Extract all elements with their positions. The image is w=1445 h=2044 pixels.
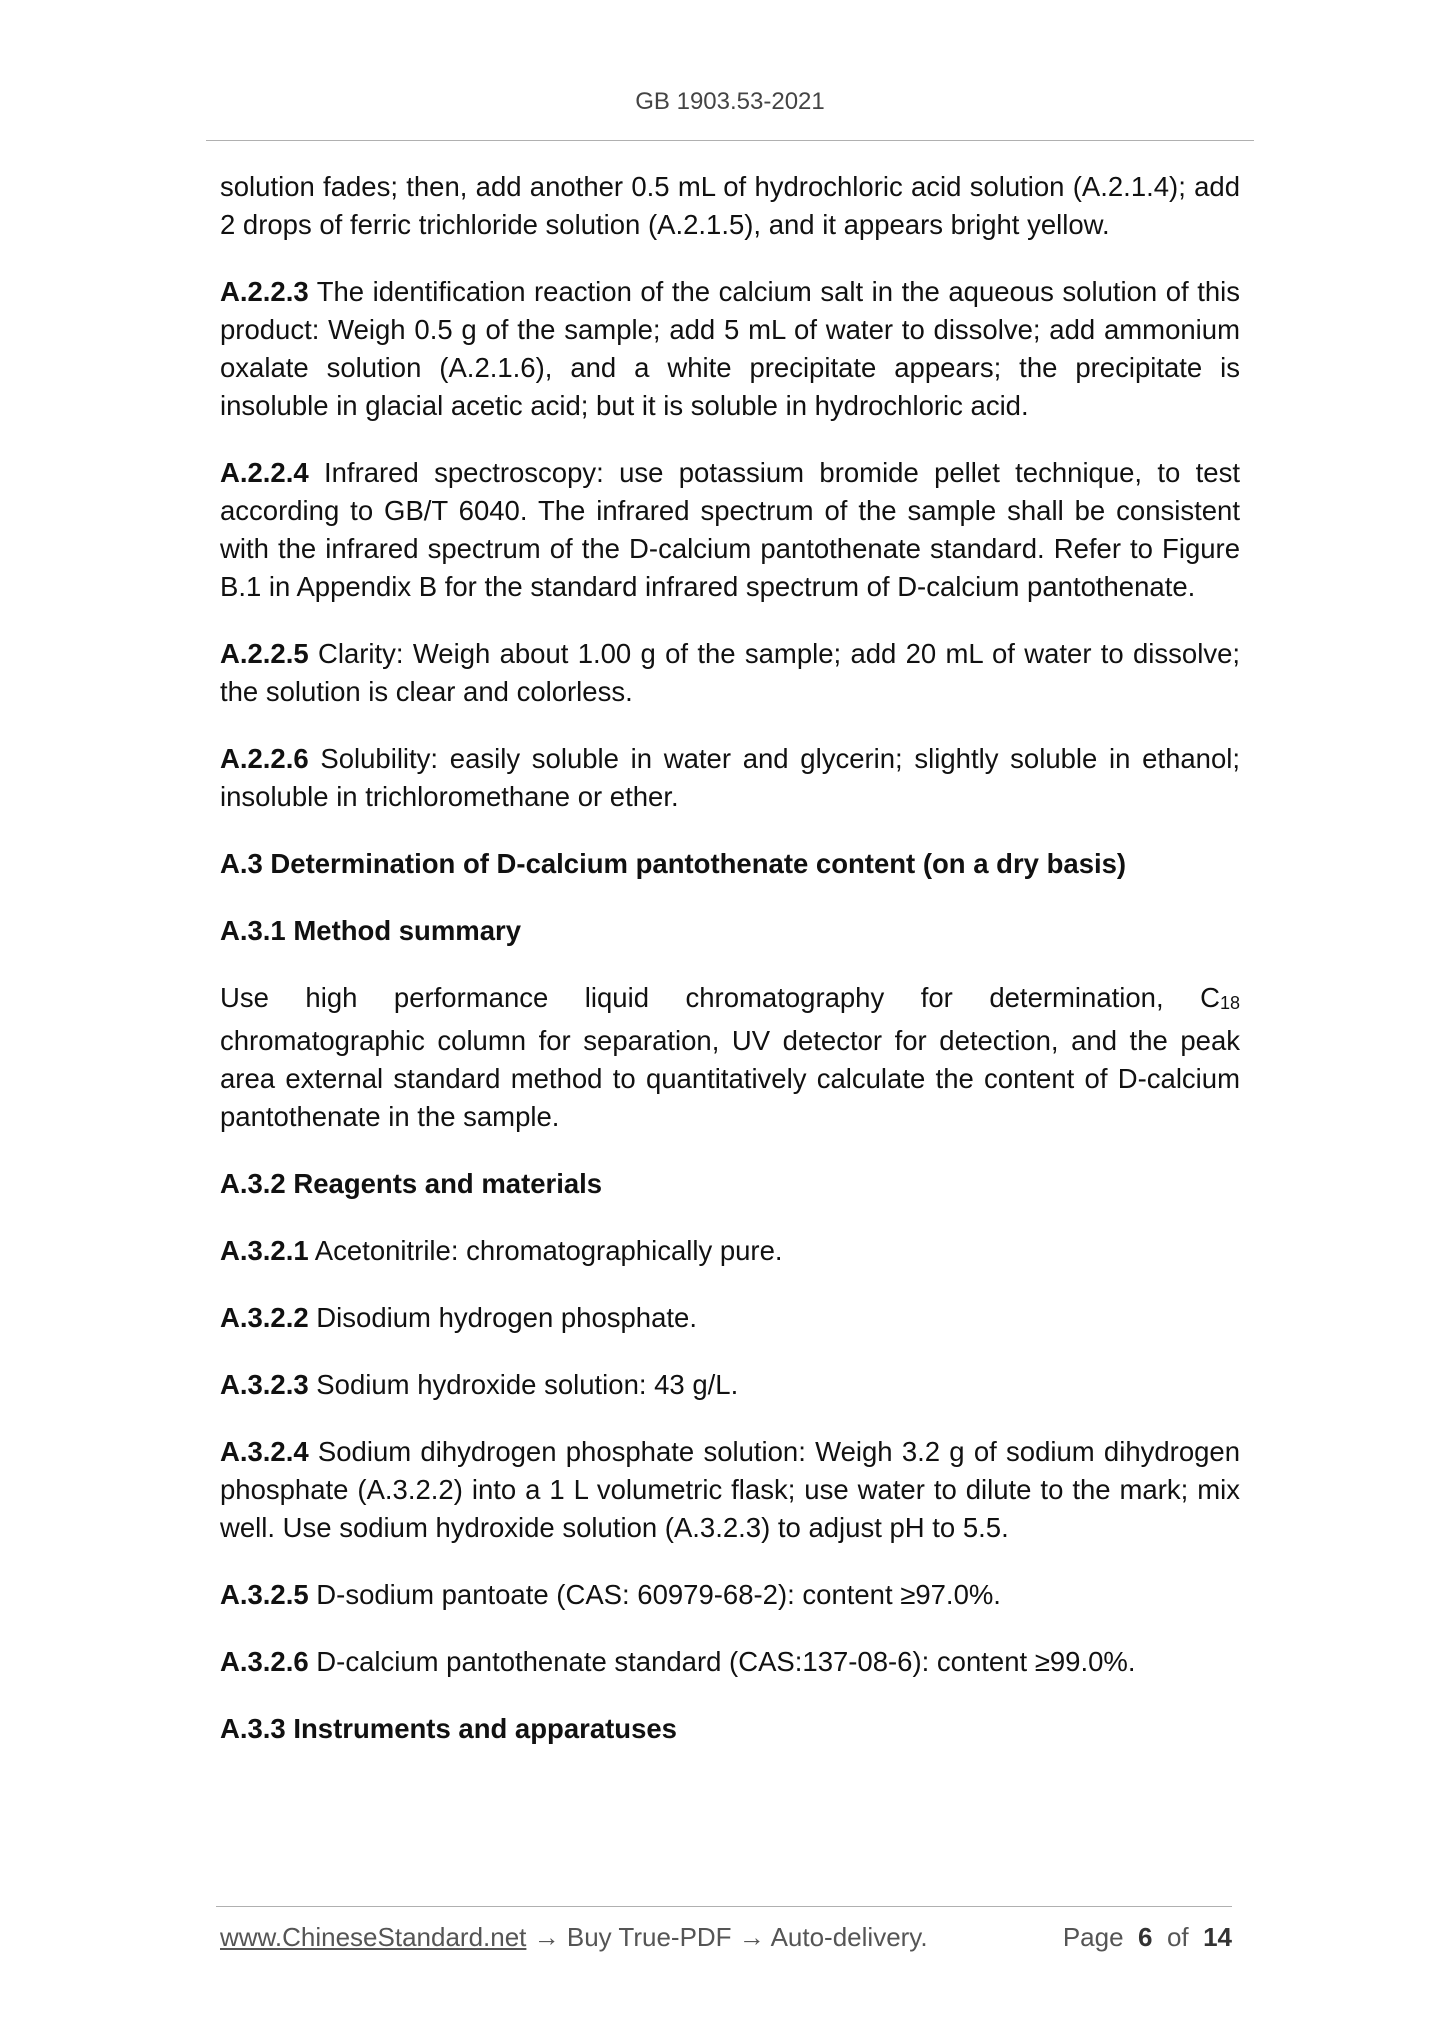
clause-a-2-2-4: [220, 454, 1240, 606]
clause-a-2-2-6: [220, 740, 1240, 816]
page-number: [1063, 1922, 1232, 1953]
header-divider: [206, 140, 1254, 141]
clause-a-3-2-1: [220, 1232, 1240, 1270]
paragraph-text: Acetonitrile: chromatographically pure.: [308, 1235, 783, 1266]
current-page: 6: [1138, 1922, 1153, 1952]
section-heading-a3: A.3 Determination of D-calcium pantothenate content (on a dry basis): [220, 848, 1127, 879]
paragraph-text: solution fades; then, add another 0.5 mL of hydrochloric acid solution (A.2.1.4); add 2 drops of ferric trichloride solution (A.2.1.5), and it appears bright yellow.: [220, 171, 1240, 240]
clause-number: A.3.2.2: [220, 1302, 309, 1333]
clause-a-2-2-3: [220, 273, 1240, 425]
page-label: Page: [1062, 1922, 1124, 1952]
paragraph-continuation: [220, 168, 1240, 244]
clause-a-3-2-5: [220, 1576, 1240, 1614]
clause-number: A.3.2.4: [220, 1436, 309, 1467]
paragraph-text: D-calcium pantothenate standard (CAS:137-08-6): content ≥99.0%.: [308, 1646, 1136, 1677]
clause-number: A.2.2.3: [220, 276, 309, 307]
page-footer: [220, 1922, 1232, 1962]
paragraph-text: chromatographic column for separation, UV detector for detection, and the peak area external standard method to quantitatively calculate the content of D-calcium pantothenate in the sample.: [220, 1025, 1240, 1132]
clause-a-3-2-6: [220, 1643, 1240, 1681]
website-link[interactable]: www.ChineseStandard.net: [220, 1922, 527, 1952]
section-heading-a31: A.3.1 Method summary: [220, 915, 522, 946]
paragraph-text: Infrared spectroscopy: use potassium bromide pellet technique, to test according to GB/T 6040. The infrared spectrum of the sample shall be consistent with the infrared spectrum of the D-calcium pantothenate standard. Refer to Figure B.1 in Appendix B for the standard infrared spectrum of D-calcium pantothenate.: [220, 457, 1240, 602]
paragraph-text: The identification reaction of the calcium salt in the aqueous solution of this product: Weigh 0.5 g of the sample; add 5 mL of water to dissolve; add ammonium oxalate solution (A.2.1.6), and a white precipitate appears; the precipitate is insoluble in glacial acetic acid; but it is soluble in hydrochloric acid.: [220, 276, 1240, 421]
total-pages: 14: [1203, 1922, 1232, 1952]
paragraph-text: Sodium dihydrogen phosphate solution: Weigh 3.2 g of sodium dihydrogen phosphate (A.3.2.2) into a 1 L volumetric flask; use water to dilute to the mark; mix well. Use sodium hydroxide solution (A.3.2.3) to adjust pH to 5.5.: [220, 1436, 1240, 1543]
page-header: GB 1903.53-2021: [635, 88, 825, 115]
paragraph-text: D-sodium pantoate (CAS: 60979-68-2): content ≥97.0%.: [308, 1579, 1001, 1610]
footer-divider: [216, 1906, 1232, 1907]
footer-promo: [220, 1922, 928, 1953]
paragraph-text: Disodium hydrogen phosphate.: [308, 1302, 697, 1333]
footer-promo-text: → Buy True-PDF → Auto-delivery.: [526, 1922, 928, 1952]
clause-number: A.2.2.6: [220, 743, 309, 774]
clause-number: A.3.2.6: [220, 1646, 309, 1677]
clause-number: A.3.2.3: [220, 1369, 309, 1400]
method-summary-paragraph: [220, 979, 1240, 1136]
clause-a-2-2-5: [220, 635, 1240, 711]
clause-number: A.3.2.1: [220, 1235, 309, 1266]
clause-number: A.3.2.5: [220, 1579, 309, 1610]
clause-number: A.2.2.5: [220, 638, 309, 669]
paragraph-text: Sodium hydroxide solution: 43 g/L.: [308, 1369, 739, 1400]
clause-a-3-2-2: [220, 1299, 1240, 1337]
section-heading-a32: A.3.2 Reagents and materials: [220, 1168, 603, 1199]
paragraph-text: Use high performance liquid chromatography for determination, C: [220, 982, 1220, 1013]
paragraph-text: Clarity: Weigh about 1.00 g of the sample; add 20 mL of water to dissolve; the solution is clear and colorless.: [220, 638, 1240, 707]
document-body: [220, 168, 1240, 1777]
clause-a-3-2-3: [220, 1366, 1240, 1404]
paragraph-text: Solubility: easily soluble in water and glycerin; slightly soluble in ethanol; insoluble in trichloromethane or ether.: [220, 743, 1240, 812]
clause-a-3-2-4: [220, 1433, 1240, 1547]
of-label: of: [1166, 1922, 1189, 1952]
section-heading-a33: A.3.3 Instruments and apparatuses: [220, 1713, 677, 1744]
subscript: 18: [1219, 993, 1240, 1013]
clause-number: A.2.2.4: [220, 457, 309, 488]
